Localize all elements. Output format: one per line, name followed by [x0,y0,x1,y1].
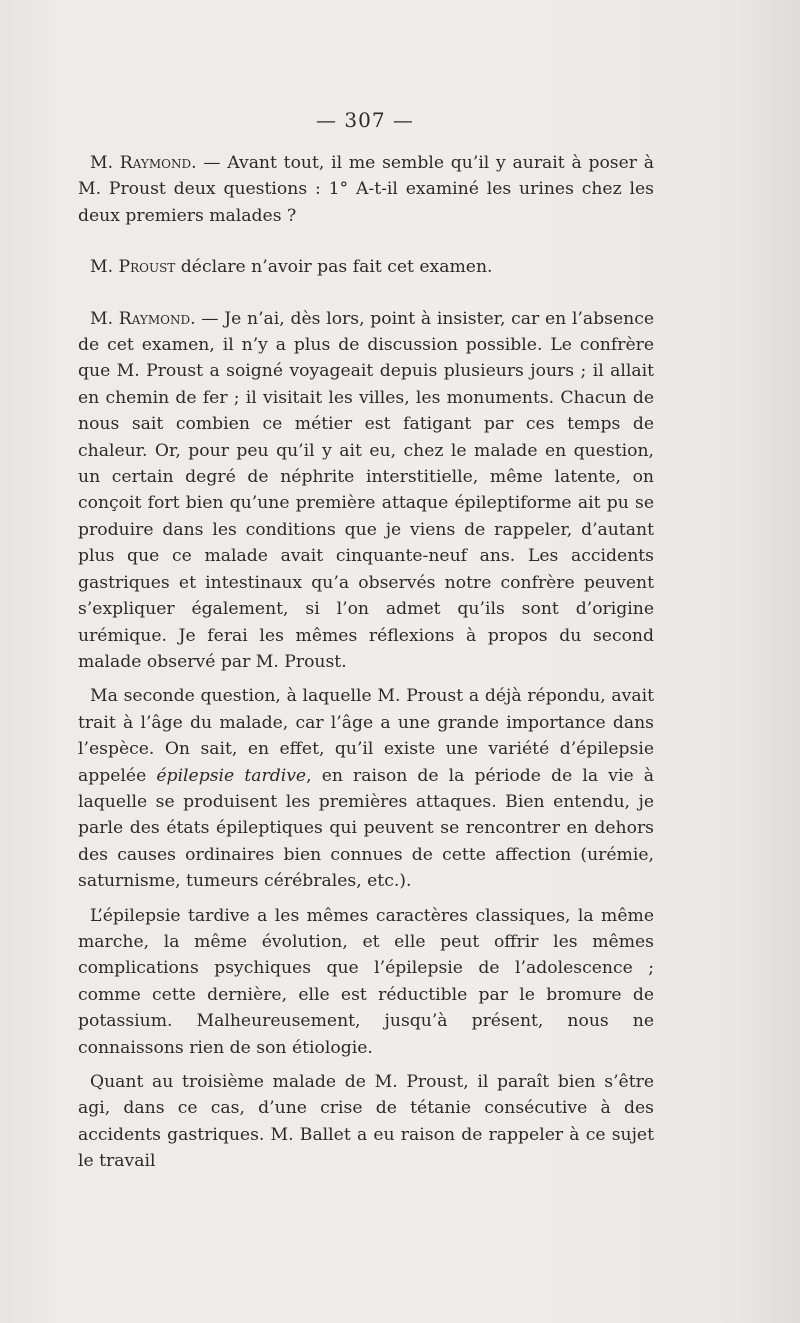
paragraph-text: L’épilepsie tardive a les mêmes caractères classiques, la même marche, la même évolution, et elle peut offrir les mêmes complications psychiques que l’épilepsie de l’adolescence ; comme cette dernière, elle est réductible par le bromure de potassium. Malheureusement, jusqu’à présent, nous ne connaissons rien de son étiologie. [78,905,654,1058]
paragraph-tardive-epilepsy [78,903,654,1061]
speaker-name: M. Raymond. [90,308,196,329]
paragraph-proust-reply [78,254,654,280]
paragraph-third-patient [78,1069,654,1175]
paragraph-text: Quant au troisième malade de M. Proust, il paraît bien s’être agi, dans ce cas, d’une crise de tétanie consécutive à des accidents gastriques. M. Ballet a eu raison de rappeler à ce sujet le travail [78,1072,654,1172]
speaker-name: M. Proust [90,257,176,278]
paragraph-text: déclare n’avoir pas fait cet examen. [175,257,493,278]
speaker-name: M. Raymond. [90,153,197,173]
paragraph-text-before: Ma seconde question, à laquelle M. Proust a déjà répondu, avait trait à l’âge du malade, car l’âge a une grande importance dans l’espèce. On sait, en effet, qu’il existe une variété d’épilepsie appelée [78,686,654,786]
italic-term: épilepsie tardive [156,765,307,786]
paragraph-raymond-discussion [78,306,654,676]
paragraph-text: — Avant tout, il me semble qu’il y aurait à poser à M. Proust deux questions : 1° A-t-il examiné les urines chez les deux premiers malades ? [78,153,655,226]
paragraph-text: — Je n’ai, dès lors, point à insister, car en l’absence de cet examen, il n’y a plus de discussion possible. Le confrère que M. Proust a soigné voyageait depuis plusieurs jours ; il allait en chemin de fer ; il visitait les villes, les monuments. Chacun de nous sait combien ce métier est fatigant par ces temps de chaleur. Or, pour peu qu’il y ait eu, chez le malade en question, un certain degré de néphrite interstitielle, même latente, on conçoit fort bien qu’une première attaque épileptiforme ait pu se produire dans les conditions que je viens de rappeler, d’autant plus que ce malade avait cinquante-neuf ans. Les accidents gastriques et intestinaux qu’a observés notre confrère peuvent s’expliquer également, si l’on admet qu’ils sont d’origine urémique. Je ferai les mêmes réflexions à propos du second malade observé par M. Proust. [78,308,655,672]
paragraph-second-question [78,683,654,894]
page-number: — 307 — [316,108,414,132]
paragraph-text-after: , en raison de la période de la vie à laquelle se produisent les premières attaques. Bien entendu, je parle des états épileptiques qui peuvent se rencontrer en dehors des causes ordinaires bien connues de cette affection (urémie, saturnisme, tumeurs cérébrales, etc.). [78,765,654,892]
paragraph-raymond-question [78,150,654,229]
body-text [78,150,654,1175]
